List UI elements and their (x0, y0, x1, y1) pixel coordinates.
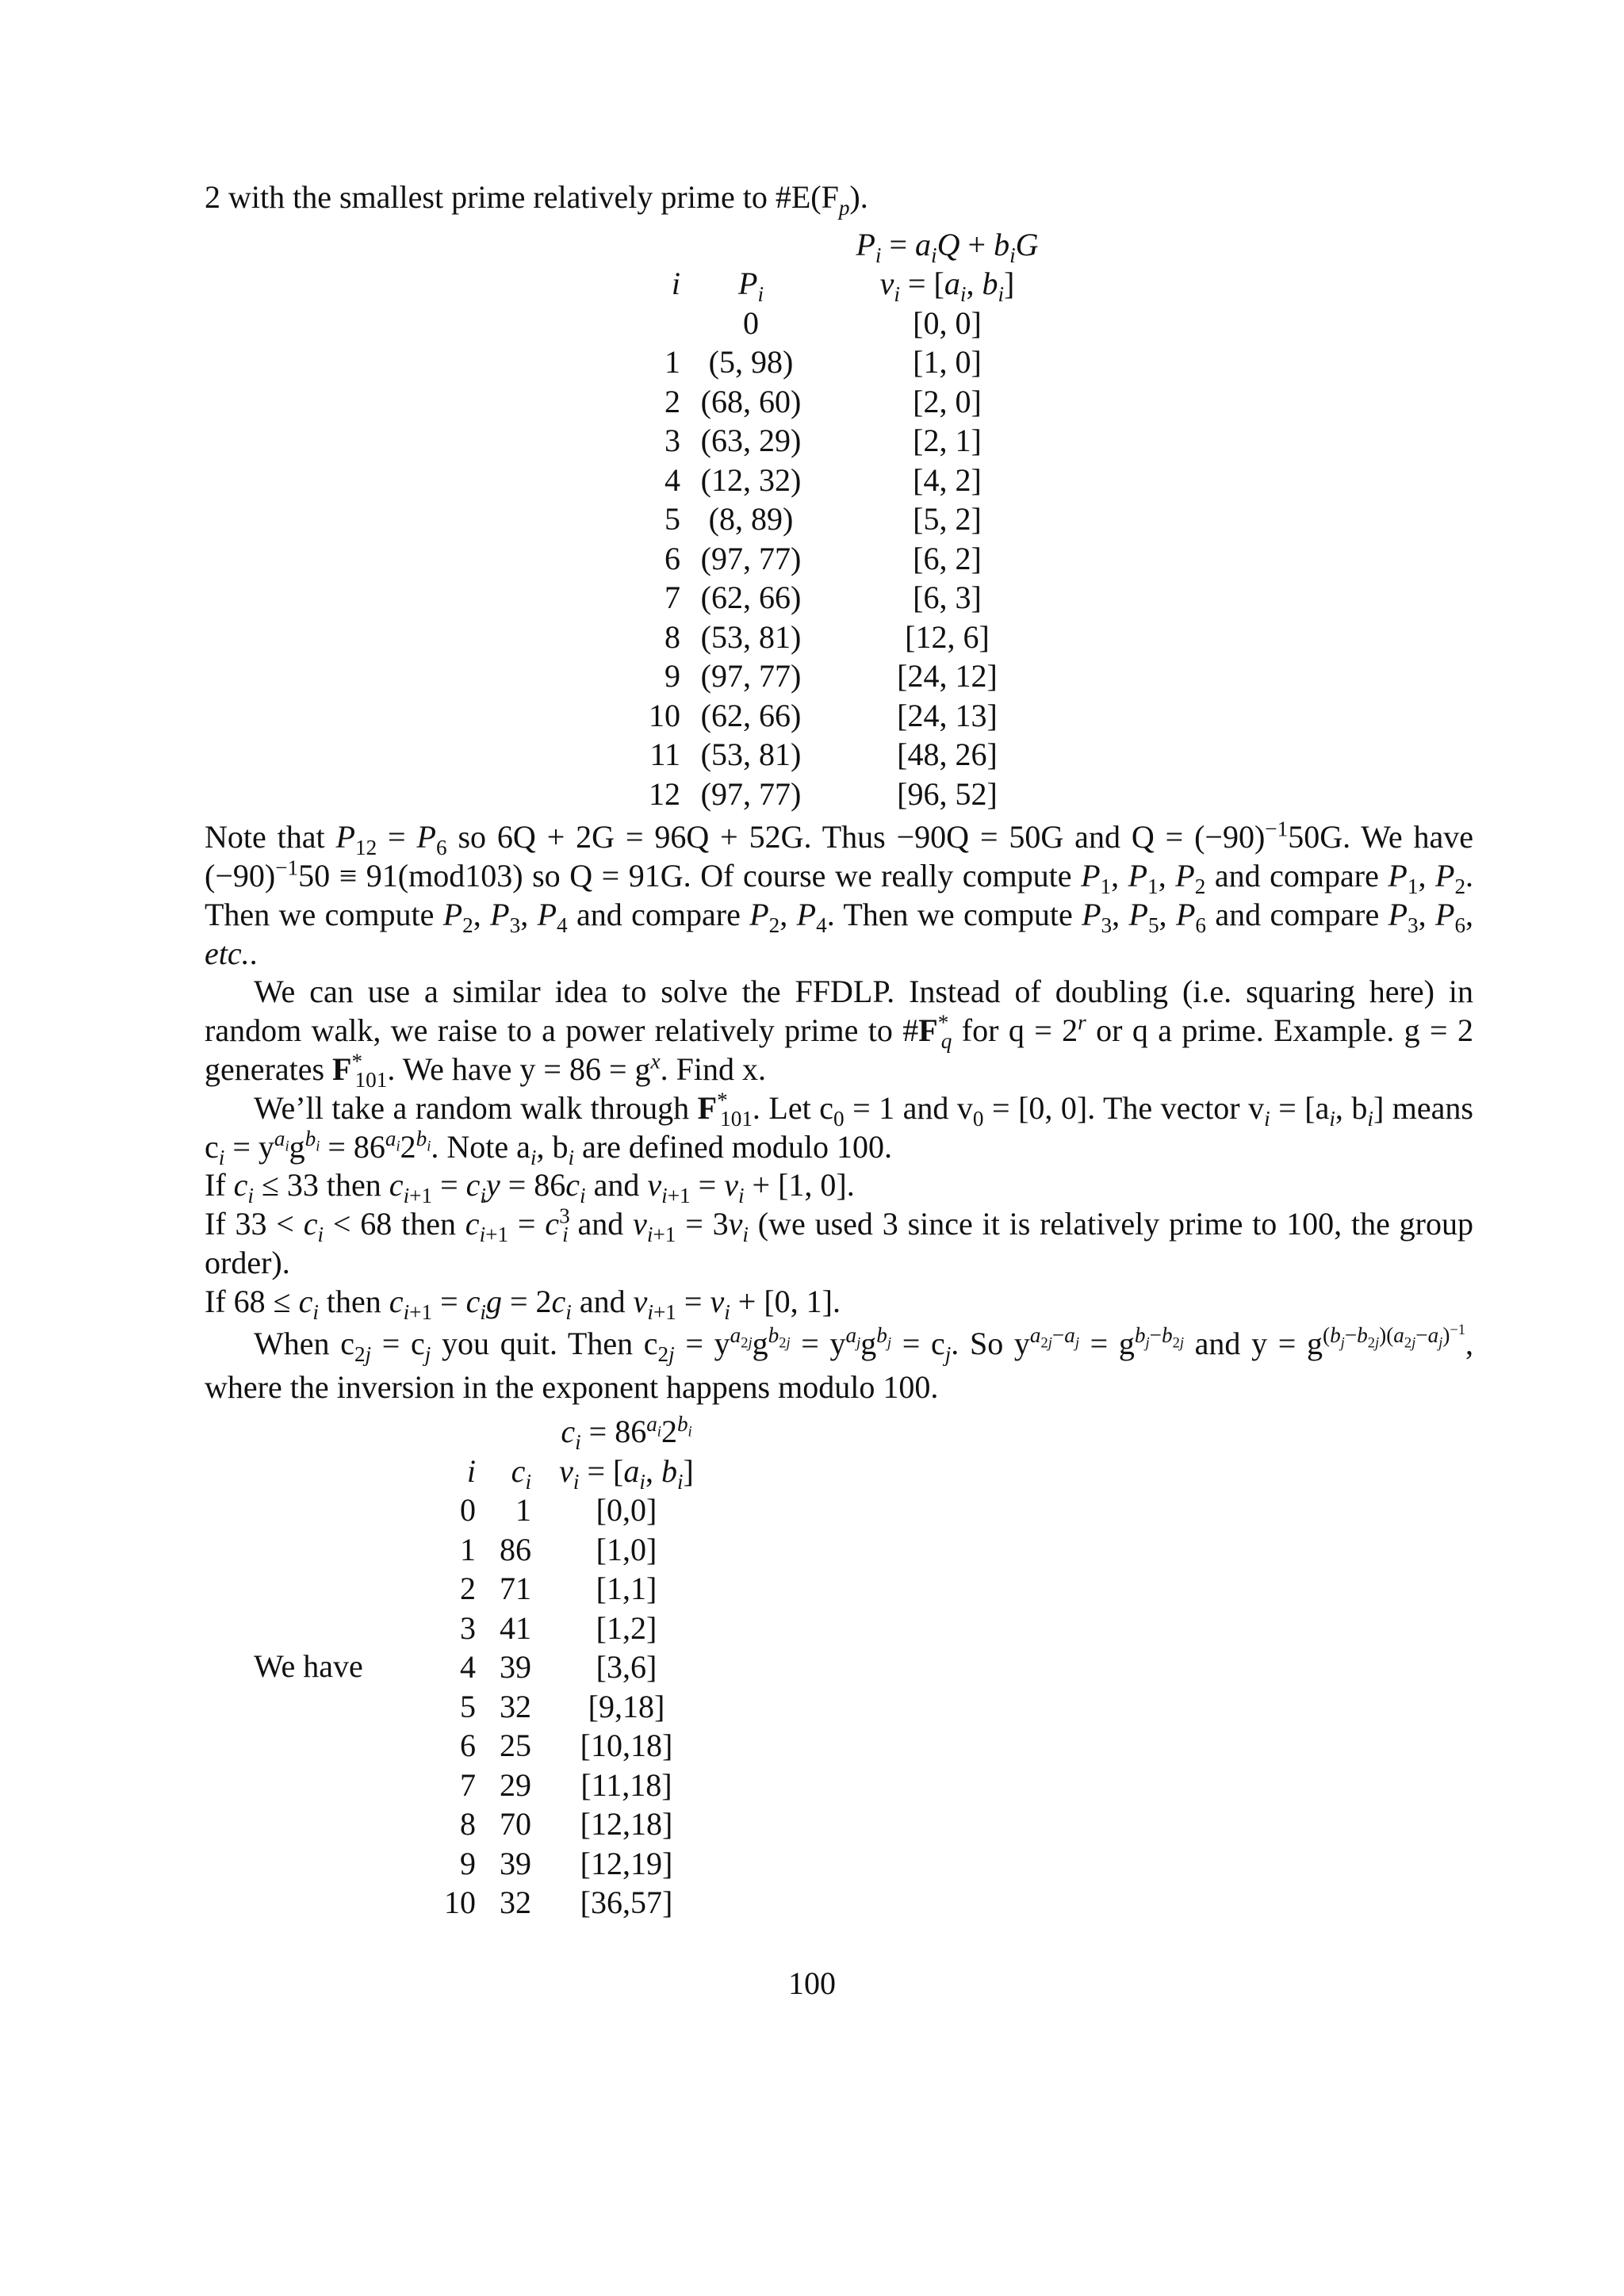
table-cell: [6, 3] (913, 580, 982, 616)
table-cell: [48, 26] (897, 737, 998, 773)
table-cell: 0 (460, 1492, 476, 1529)
rule-3: If $68 \le c_i$ then $c_{i+1} = c_ig = 2c_i$ and $v_{i+1} = v_i + [0$, 1]. (205, 1283, 841, 1324)
table-cell: 41 (500, 1609, 531, 1646)
table-cell: [4, 2] (913, 461, 982, 498)
table-cell: [36,57] (580, 1885, 673, 1921)
table-row (613, 421, 1084, 461)
table-cell: 71 (500, 1571, 531, 1607)
page-body (205, 178, 1473, 1923)
table-cell: [2, 1] (913, 423, 982, 459)
table-cell: 12 (649, 775, 680, 812)
table2-header-c: $c_i$ (511, 1452, 531, 1494)
table-cell: 6 (460, 1728, 476, 1764)
table-cell: 7 (665, 580, 680, 616)
table-cell: [12,19] (580, 1845, 673, 1881)
table2-header-v: $v_i = [a_i$, $b_i$] (559, 1452, 694, 1494)
table-cell: 4 (460, 1649, 476, 1686)
table-cell: 32 (500, 1885, 531, 1921)
table-cell: 0 (743, 304, 759, 341)
table1-header-i: i (671, 266, 680, 302)
rule-1: If $c_i \le 33$ then $c_{i+1} = c_iy = 86c_i$ and $v_{i+1} = v_i + [1$, 0]. (205, 1167, 855, 1208)
table-row (613, 775, 1084, 814)
table2-header-top: $c_i = 86^{a_i}2^{b_i}$ (561, 1411, 692, 1455)
table-row (613, 578, 1084, 618)
table2-header-i: i (466, 1452, 476, 1489)
table1-header-top: $P_i = a_iQ + b_iG$ (856, 226, 1039, 267)
table-cell: 3 (665, 423, 680, 459)
intro-line: 2 with the smallest prime relatively prime to $\#E(F_p)$. (205, 179, 868, 220)
table-row (436, 1647, 706, 1687)
note-paragraph: Note that $P_{12} = P_6$ so 6Q + 2G = 96Q + 52G. Thus −90Q = 50G and $Q = (-90)^{-1}50G$. We have $(-90)^{-1}50 \equiv 91(mod103)$ so Q = 91G. Of course we really compute $P_1$, $P_1$, $P_2$ and compare $P_1$, $P_2$. Then we compute $P_2$, $P_3$, $P_4$ and compare $P_2$, $P_4$. Then we compute $P_3$, $P_5$, $P_6$ and compare $P_3$, $P_6$, etc.. (205, 817, 1474, 971)
table-cell: (53, 81) (700, 618, 802, 655)
table-cell: [12, 6] (905, 618, 990, 655)
table-cell: 10 (444, 1885, 476, 1921)
table-cell: 4 (665, 461, 680, 498)
table-cell: 5 (665, 501, 680, 538)
ffdlp-paragraph: We can use a similar idea to solve the FFDLP. Instead of doubling (i.e. squaring here) in random walk, we raise to a power relatively prime to $\#F^*_q$ for $q = 2^r$ or q a prime. Example. g = 2 generates $F^*_{101}$. We have $y = 86 = g^x$. Find x. (205, 974, 1473, 1093)
table-cell: [1, 0] (913, 344, 982, 381)
table-row (436, 1530, 706, 1570)
table-cell: (8, 89) (708, 501, 794, 538)
table1-body (613, 304, 1084, 814)
table1-header-v: $v_i = [a_i$, $b_i$] (879, 266, 1015, 307)
table-cell: 86 (500, 1531, 531, 1567)
table-cell: (53, 81) (700, 737, 802, 773)
table-cell: 70 (500, 1806, 531, 1843)
table-row (436, 1883, 706, 1923)
table-row (613, 656, 1084, 696)
table-row (613, 696, 1084, 736)
table-row (436, 1687, 706, 1727)
table-cell: [24, 12] (897, 658, 998, 695)
table-row (436, 1490, 706, 1530)
table-row (436, 1569, 706, 1609)
table-cell: (62, 66) (700, 580, 802, 616)
table-row (613, 539, 1084, 579)
table-cell: 1 (515, 1492, 531, 1529)
table-row (436, 1609, 706, 1648)
walk-paragraph: We’ll take a random walk through $F^*_{101}$. Let $c_0 = 1$ and $v_0 = [0$, 0]. The vector $v_i = [a_i$, $b_i$] means $c_i = y^{a_i}g^{b_i} = 86^{a_i}2^{b_i}$. Note $a_i$, $b_i$ are defined modulo 100. (205, 1088, 1473, 1169)
table2-body (436, 1490, 706, 1923)
walk-table (436, 1412, 706, 1923)
table-row (436, 1804, 706, 1844)
table-cell: (12, 32) (700, 461, 802, 498)
table-cell: 39 (500, 1845, 531, 1881)
rule-2: If $33 < c_i < 68$ then $c_{i+1} = c^3_i$ and $v_{i+1} = 3v_i$ (we used 3 since it is relatively prime to 100, the group order). (205, 1203, 1473, 1281)
table-cell: (97, 77) (700, 658, 802, 695)
table-cell: (5, 98) (708, 344, 794, 381)
table-cell: [10,18] (580, 1728, 673, 1764)
table-cell: [12,18] (580, 1806, 673, 1843)
we-have-label: We have (254, 1648, 363, 1685)
table-row (613, 342, 1084, 382)
table-row (436, 1726, 706, 1766)
table-row (613, 499, 1084, 539)
table-cell: 2 (460, 1571, 476, 1607)
table-cell: 10 (649, 697, 680, 733)
points-table (613, 225, 1473, 814)
table-cell: 5 (460, 1688, 476, 1724)
table-cell: [24, 13] (897, 697, 998, 733)
table-row (436, 1844, 706, 1884)
table-cell: 9 (665, 658, 680, 695)
table-row (613, 618, 1084, 657)
table-cell: 29 (500, 1766, 531, 1803)
table-cell: (62, 66) (700, 697, 802, 733)
table-cell: 25 (500, 1728, 531, 1764)
table-cell: [5, 2] (913, 501, 982, 538)
table-cell: 32 (500, 1688, 531, 1724)
table-cell: 7 (460, 1766, 476, 1803)
table-row (613, 461, 1084, 500)
table-cell: [2, 0] (913, 383, 982, 419)
table-cell: (63, 29) (700, 423, 802, 459)
table-cell: [6, 2] (913, 540, 982, 576)
quit-paragraph: When $c_{2j} = c_j$ you quit. Then $c_{2j} = y^{a_{2j}}g^{b_{2j}} = y^{a_j}g^{b_j} = c_j$. So $y^{a_{2j}-a_j} = g^{b_j-b_{2j}}$ and $y = g^{(b_j-b_{2j})(a_{2j}-a_j)^{-1}}$, where the inversion in the exponent happens modulo 100. (205, 1322, 1474, 1405)
table1-header-p: $P_i$ (738, 266, 764, 307)
table-cell: [96, 52] (897, 775, 998, 812)
table-cell: 39 (500, 1649, 531, 1686)
table-cell: [9,18] (588, 1688, 665, 1724)
table-cell: [0, 0] (913, 304, 982, 341)
table-cell: [11,18] (580, 1766, 672, 1803)
table-cell: (97, 77) (700, 775, 802, 812)
table-cell: [1,2] (596, 1609, 657, 1646)
table-cell: 2 (665, 383, 680, 419)
table-cell: (68, 60) (700, 383, 802, 419)
table-cell: [3,6] (596, 1649, 657, 1686)
walk-table-block (254, 1412, 1473, 1923)
table-cell: 11 (649, 737, 680, 773)
table-row (613, 382, 1084, 422)
table-cell: 3 (460, 1609, 476, 1646)
table-row (613, 735, 1084, 775)
table-cell: [0,0] (596, 1492, 657, 1529)
table-cell (613, 304, 691, 343)
table-cell: 6 (665, 540, 680, 576)
table-cell: 1 (460, 1531, 476, 1567)
page-number: 100 (788, 1965, 836, 2001)
table-cell: 9 (460, 1845, 476, 1881)
table-cell: 8 (665, 618, 680, 655)
table-row (436, 1766, 706, 1805)
table-cell: 1 (665, 344, 680, 381)
table-cell: 8 (460, 1806, 476, 1843)
table-cell: [1,1] (596, 1571, 657, 1607)
table-row (613, 304, 1084, 343)
table-cell: (97, 77) (700, 540, 802, 576)
table-cell: [1,0] (596, 1531, 657, 1567)
